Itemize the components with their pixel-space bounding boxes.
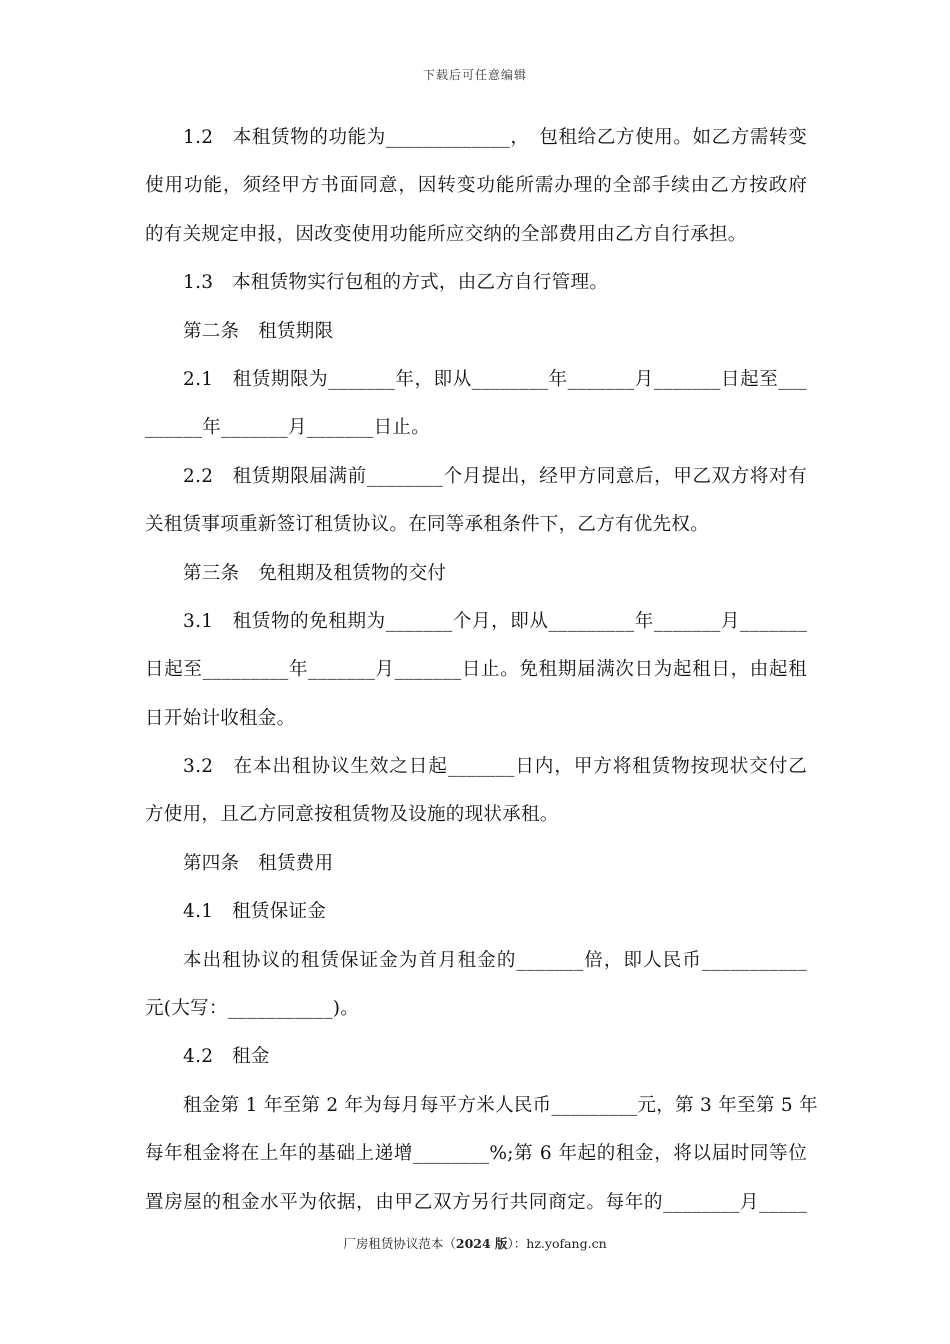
paragraph-line: 租金第 1 年至第 2 年为每月每平方米人民币_________元，第 3 年至第 5 年 [183, 1094, 818, 1116]
section-heading: 第四条 租赁费用 [183, 852, 334, 874]
section-heading: 第二条 租赁期限 [183, 320, 334, 342]
footer-edition: 2024 版 [455, 1236, 508, 1251]
paragraph-line: 元(大写：___________)。 [145, 998, 360, 1020]
header-note: 下载后可任意编辑 [422, 68, 527, 82]
paragraph-line: 3.1 租赁物的免租期为_______个月，即从_________年_______月_______ [183, 610, 807, 632]
paragraph-line: 关租赁事项重新签订租赁协议。在同等承租条件下，乙方有优先权。 [145, 514, 710, 536]
paragraph-line: 日开始计收租金。 [145, 707, 296, 729]
section-heading: 第三条 免租期及租赁物的交付 [183, 562, 447, 584]
paragraph-line: 每年租金将在上年的基础上递增________%;第 6 年起的租金，将以届时同等位 [145, 1143, 807, 1165]
paragraph-line: 日起至_________年_______月_______日止。免租期届满次日为起租日，由起租 [145, 659, 807, 681]
paragraph-line: 置房屋的租金水平为依据，由甲乙双方另行共同商定。每年的________月_____ [145, 1191, 807, 1213]
footer-note [0, 1234, 950, 1252]
paragraph-line: 1.2 本租赁物的功能为_____________， 包租给乙方使用。如乙方需转变 [183, 127, 807, 148]
paragraph-line: 1.3 本租赁物实行包租的方式，由乙方自行管理。 [183, 272, 609, 294]
subsection-heading: 4.2 租金 [183, 1046, 270, 1068]
paragraph-line: 使用功能，须经甲方书面同意，因转变功能所需办理的全部手续由乙方按政府 [145, 175, 807, 197]
paragraph-line: 的有关规定申报，因改变使用功能所应交纳的全部费用由乙方自行承担。 [145, 223, 747, 245]
footer-prefix: 厂房租赁协议范本（ [343, 1236, 456, 1251]
paragraph-line: 3.2 在本出租协议生效之日起_______日内，甲方将租赁物按现状交付乙 [183, 756, 807, 778]
footer-link[interactable]: ）：hz.yofang.cn [507, 1236, 607, 1251]
document-body [145, 118, 818, 1231]
paragraph-line: 方使用，且乙方同意按租赁物及设施的现状承租。 [145, 804, 559, 826]
subsection-heading: 4.1 租赁保证金 [183, 901, 327, 923]
paragraph-line: 本出租协议的租赁保证金为首月租金的_______倍，即人民币___________ [183, 949, 807, 971]
paragraph-line: 2.1 租赁期限为_______年，即从________年_______月_______日起至___ [183, 368, 807, 390]
paragraph-line: 2.2 租赁期限届满前________个月提出，经甲方同意后，甲乙双方将对有 [183, 465, 807, 487]
paragraph-line: ______年_______月_______日止。 [145, 417, 431, 439]
